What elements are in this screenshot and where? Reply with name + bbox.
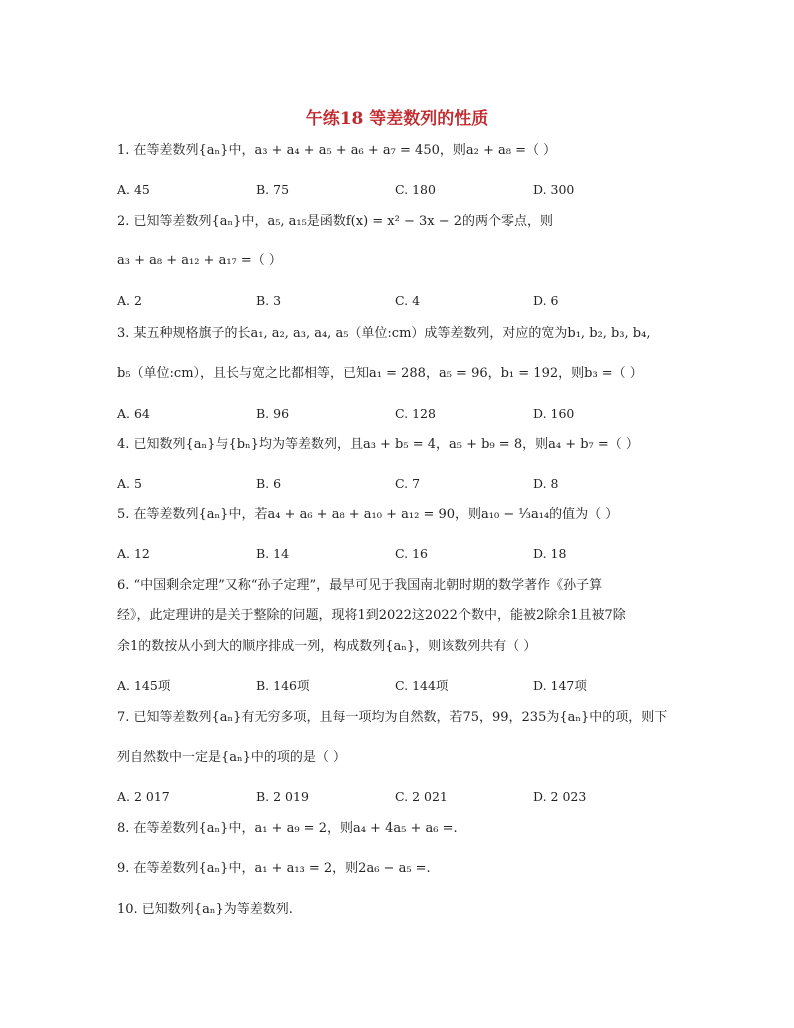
option-b: B. 146项 [256,678,310,693]
question-2-stem-line-2: a₃ + a₈ + a₁₂ + a₁₇ =（ ） [117,253,282,268]
option-b: B. 14 [256,546,290,561]
page-title: 午练18 等差数列的性质 [305,109,489,129]
question-7-stem-line-1: 7. 已知等差数列{aₙ}有无穷多项，且每一项均为自然数，若75，99，235为{aₙ}中的项，则下 [117,710,668,725]
option-b: B. 96 [256,406,290,421]
question-4-stem: 4. 已知数列{aₙ}与{bₙ}均为等差数列，且a₃ + b₅ = 4，a₅ + b₉ = 8，则a₄ + b₇ =（ ） [117,437,639,452]
option-d: D. 160 [533,406,575,421]
option-b: B. 2 019 [256,789,309,804]
option-b: B. 75 [256,182,290,197]
question-1-stem: 1. 在等差数列{aₙ}中，a₃ + a₄ + a₅ + a₆ + a₇ = 450，则a₂ + a₈ =（ ） [117,143,557,158]
question-3-stem-line-2: b₅（单位:cm），且长与宽之比都相等，已知a₁ = 288，a₅ = 96，b₁ = 192，则b₃ =（ ） [117,366,643,381]
option-a: A. 64 [117,406,150,421]
option-c: C. 180 [395,182,436,197]
option-d: D. 147项 [533,678,587,693]
option-a: A. 45 [117,182,150,197]
option-a: A. 2 017 [117,789,170,804]
question-9-stem: 9. 在等差数列{aₙ}中，a₁ + a₁₃ = 2，则2a₆ − a₅ =. [117,861,431,876]
option-d: D. 18 [533,546,567,561]
option-a: A. 2 [117,293,142,308]
question-6-stem-line-1: 6. “中国剩余定理”又称“孙子定理”，最早可见于我国南北朝时期的数学著作《孙子算 [117,578,603,593]
option-d: D. 6 [533,293,559,308]
option-d: D. 2 023 [533,789,587,804]
question-2-stem-line-1: 2. 已知等差数列{aₙ}中，a₅, a₁₅是函数f(x) = x² − 3x − 2的两个零点，则 [117,214,554,229]
option-d: D. 300 [533,182,575,197]
question-10-stem: 10. 已知数列{aₙ}为等差数列. [117,902,293,917]
option-b: B. 6 [256,476,282,491]
question-3-stem-line-1: 3. 某五种规格旗子的长a₁, a₂, a₃, a₄, a₅（单位:cm）成等差数列，对应的宽为b₁, b₂, b₃, b₄, [117,326,651,341]
option-c: C. 7 [395,476,421,491]
option-c: C. 16 [395,546,428,561]
option-d: D. 8 [533,476,559,491]
option-c: C. 4 [395,293,421,308]
question-5-stem: 5. 在等差数列{aₙ}中，若a₄ + a₆ + a₈ + a₁₀ + a₁₂ = 90，则a₁₀ − ⅓a₁₄的值为（ ） [117,507,619,522]
option-c: C. 144项 [395,678,449,693]
option-c: C. 2 021 [395,789,448,804]
question-6-stem-line-3: 余1的数按从小到大的顺序排成一列，构成数列{aₙ}，则该数列共有（ ） [117,639,537,654]
option-c: C. 128 [395,406,436,421]
option-a: A. 145项 [117,678,171,693]
question-6-stem-line-2: 经》，此定理讲的是关于整除的问题，现将1到2022这2022个数中，能被2除余1且被7除 [117,608,626,623]
option-a: A. 5 [117,476,142,491]
option-b: B. 3 [256,293,282,308]
option-a: A. 12 [117,546,150,561]
question-7-stem-line-2: 列自然数中一定是{aₙ}中的项的是（ ） [117,750,347,765]
question-8-stem: 8. 在等差数列{aₙ}中，a₁ + a₉ = 2，则a₄ + 4a₅ + a₆ =. [117,821,458,836]
